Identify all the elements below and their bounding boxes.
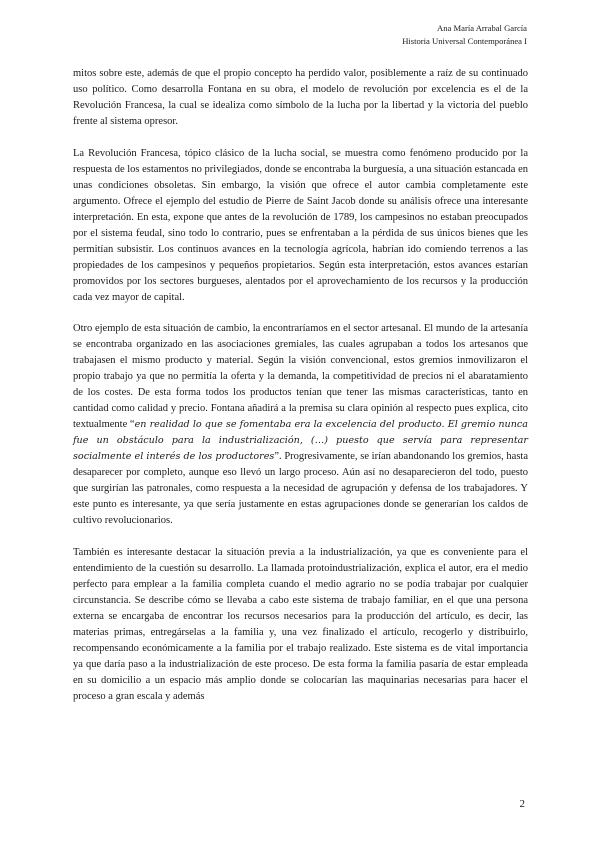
document-body	[73, 66, 528, 705]
paragraph-4: También es interesante destacar la situación previa a la industrialización, ya que es conveniente para el entendimiento de la cuestión su desarrollo. La llamada protoindustrialización, explica el autor, era el medio perfecto para emplear a la familia completa cuando el medio agrario no se podía trabajar por cualquier circunstancia. Se describe cómo se llevaba a cabo este sistema de trabajo familiar, en el que una persona externa se encargaba de encontrar los recursos necesarios para la producción del artículo, es decir, las materias primas, entregárselas a la familia y, una vez finalizado el artículo, recogerlo y distribuirlo, recompensando económicamente a la familia por el trabajo realizado. Este sistema es de vital importancia ya que daría paso a la industrialización de este proceso. De esta forma la familia pasaría de estar empleada en su domicilio a un espacio más amplio donde se colocarían las maquinarias necesarias para hacer el proceso a gran escala y además	[73, 546, 528, 702]
header-author: Ana María Arrabal García	[437, 23, 527, 33]
header-course: Historia Universal Contemporánea I	[402, 36, 527, 46]
paragraph-3	[73, 321, 528, 529]
paragraph-1: mitos sobre este, además de que el propio concepto ha perdido valor, posiblemente a raíz de su continuado uso político. Como desarrolla Fontana en su obra, el modelo de revolución por excelencia es el de la Revolución Francesa, la cual se idealiza como símbolo de la lucha por la libertad y la victoria del pueblo frente al sistema opresor.	[73, 68, 528, 127]
paragraph-3-text-before: Otro ejemplo de esta situación de cambio, la encontraríamos en el sector artesanal. El mundo de la artesanía se encontraba organizado en las asociaciones gremiales, las cuales agrupaban a todos los artesanos que trabajasen el mismo producto y material. Según la visión convencional, estos gremios inmovilizaron el propio trabajo ya que no permitía la oferta y la demanda, la competitividad de precios ni el abaratamiento de los costes. De esta forma todos los productos tenían que tener las mismas características, tanto en cantidad como calidad y precio. Fontana añadirá a la premisa su clara opinión al respecto pues explica, cito textualmente “	[73, 323, 528, 430]
page-header	[402, 22, 527, 48]
paragraph-3-text-after: ”. Progresivamente, se irían abandonando los gremios, hasta desaparecer por completo, aunque eso llevó un largo proceso. Aún así no desaparecieron del todo, puesto que surgirían las patronales, como respuesta a la necesidad de agrupación y defensa de los trabajadores. Y este punto es interesante, ya que sería justamente en estas agrupaciones donde se generarían los caldos de cultivo revolucionarios.	[73, 451, 528, 526]
fontana-quote: en realidad lo que se fomentaba era la excelencia del producto. El gremio nunca fue un obstáculo para la industrialización, (…) puesto que servía para representar socialmente el interés de los productores	[73, 419, 529, 462]
page-number: 2	[519, 798, 525, 810]
paragraph-2: La Revolución Francesa, tópico clásico de la lucha social, se muestra como fenómeno producido por la respuesta de los estamentos no privilegiados, donde se encontraba la burguesía, a una situación estancada en unas condiciones obsoletas. Sin embargo, la visión que ofrece el autor cambia completamente este argumento. Ofrece el ejemplo del estudio de Pierre de Saint Jacob donde su análisis ofrece una interesante interpretación. En esta, expone que antes de la revolución de 1789, los campesinos no estaban preocupados por el sistema feudal, sino todo lo contrario, pues se enfrentaban a la pérdida de sus únicos bienes que les permitían subsistir. Los continuos avances en la tecnología agrícola, habrían ido comiendo terrenos a las propiedades de los campesinos y pequeños propietarios. Según esta interpretación, estos avances estarían promovidos por los sectores burgueses, alentados por el aprovechamiento de los recursos y la producción cada vez mayor de capital.	[73, 147, 528, 303]
